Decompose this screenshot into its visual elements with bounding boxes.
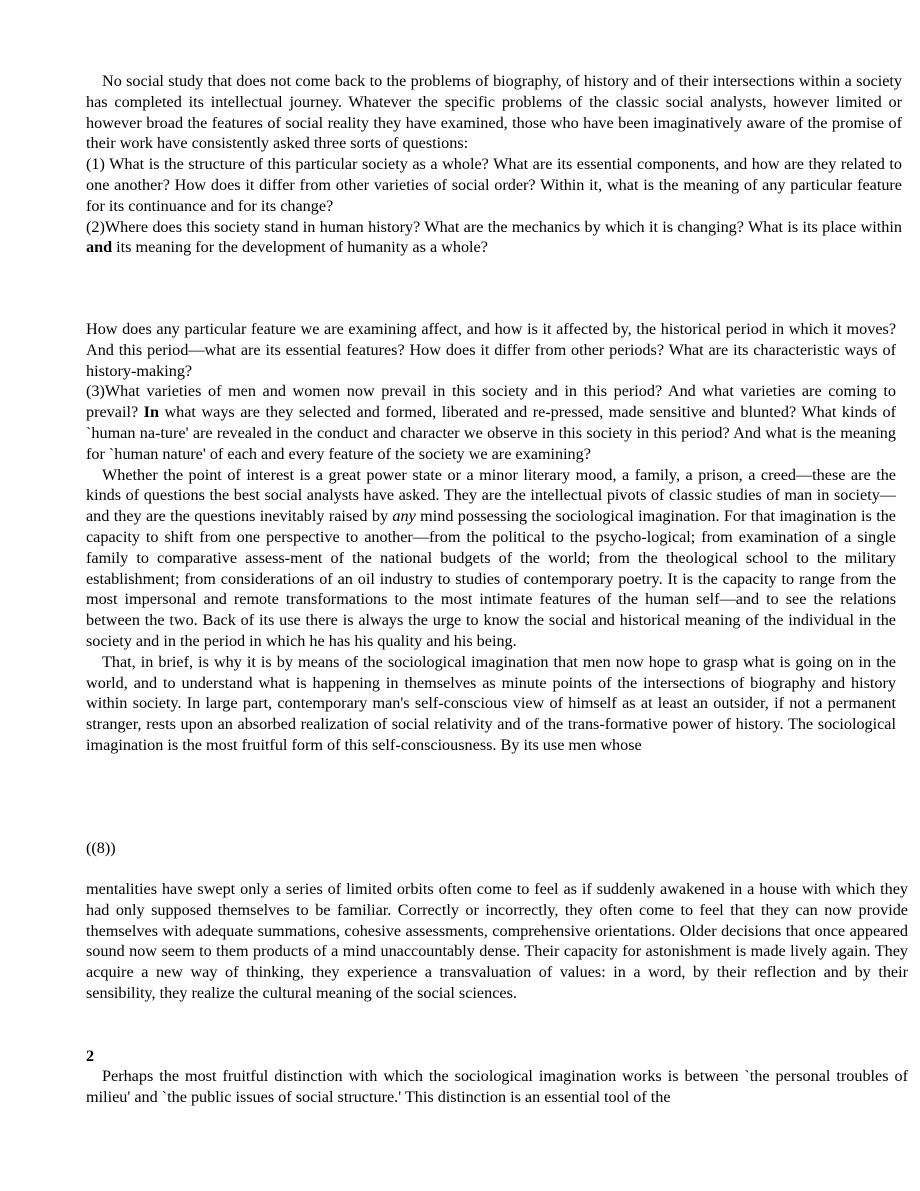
question-2-text-b: its meaning for the development of humanity as a whole? [112, 238, 488, 257]
question-3-text-a: (3)What varieties of men and women now prevail in this society and in this period? And what varieties are coming to prevail? [86, 382, 896, 422]
paragraph-whether-text-a: Whether the point of interest is a great power state or a minor literary mood, a family, a prison, a creed—these are the kinds of questions the best social analysts have asked. They are the intellectual pivots of classic studies of man in society—and they are the questions inevitably raised by [86, 465, 896, 526]
question-2 [86, 217, 902, 259]
paragraph-intro: No social study that does not come back to the problems of biography, of history and of their intersections within a society has completed its intellectual journey. Whatever the specific problems of the classic social analysts, however limited or however broad the features of social reality they have examined, those who have been imaginatively aware of the promise of their work have consistently asked three sorts of questions: [86, 72, 902, 153]
question-2-bold: and [86, 238, 113, 257]
paragraph-whether [86, 465, 896, 652]
section-number: 2 [86, 1047, 95, 1065]
question-3-text-b: what ways are they selected and formed, liberated and re-pressed, made sensitive and blunted? What kinds of `human na-ture' are revealed in the conduct and character we observe in this society in this period? And what is the meaning for `human nature' of each and every feature of the society we are examining? [86, 403, 896, 463]
question-2-text-a: (2)Where does this society stand in human history? What are the mechanics by which it is changing? What is its place within [86, 217, 902, 236]
question-3-bold: In [143, 403, 159, 422]
text-block-middle [86, 319, 896, 756]
text-block-bottom [86, 879, 908, 1004]
paragraph-that: That, in brief, is why it is by means of the sociological imagination that men now hope to grasp what is going on in the world, and to understand what is happening in themselves as minute points of the intersections of biography and history within society. In large part, contemporary man's self-conscious view of himself as at least an outsider, if not a permanent stranger, rests upon an absorbed realization of social relativity and of the trans-formative power of history. The sociological imagination is the most fruitful form of this self-consciousness. By its use men whose [86, 652, 896, 754]
paragraph-perhaps: Perhaps the most fruitful distinction with which the sociological imagination works is between `the personal troubles of milieu' and `the public issues of social structure.' This distinction is an essential tool of the [86, 1067, 908, 1106]
paragraph-whether-italic: any [392, 507, 416, 526]
paragraph-whether-text-b: mind possessing the sociological imagination. For that imagination is the capacity to shift from one perspective to another—from the political to the psycho-logical; from examination of a single family to comparative assess-ment of the national budgets of the world; from the theological school to the military establishment; from considerations of an oil industry to studies of contemporary poetry. It is the capacity to range from the most impersonal and remote transformations to the most intimate features of the human self—and to see the relations between the two. Back of its use there is always the urge to know the social and historical meaning of the individual in the society and in the period in which he has his quality and his being. [86, 507, 896, 650]
text-block-section-2 [86, 1066, 908, 1108]
question-1: (1) What is the structure of this particular society as a whole? What are its essential components, and how are they related to one another? How does it differ from other varieties of social order? Within it, what is the meaning of any particular feature for its continuance and for its change? [86, 155, 902, 215]
question-3 [86, 381, 896, 464]
page-number: ((8)) [86, 839, 116, 857]
paragraph-mentalities: mentalities have swept only a series of limited orbits often come to feel as if suddenly awakened in a house with which they had only supposed themselves to be familiar. Correctly or incorrectly, they often come to feel that they can now provide themselves with adequate summations, cohesive assessments, comprehensive orientations. Older decisions that once appeared sound now seem to them products of a mind unaccountably dense. Their capacity for astonishment is made lively again. They acquire a new way of thinking, they experience a transvaluation of values: in a word, by their reflection and by their sensibility, they realize the cultural meaning of the social sciences. [86, 880, 908, 1002]
text-block-top [86, 71, 902, 258]
paragraph-continuation: How does any particular feature we are examining affect, and how is it affected by, the historical period in which it moves? And this period—what are its essential features? How does it differ from other periods? What are its characteristic ways of history-making? [86, 320, 896, 380]
